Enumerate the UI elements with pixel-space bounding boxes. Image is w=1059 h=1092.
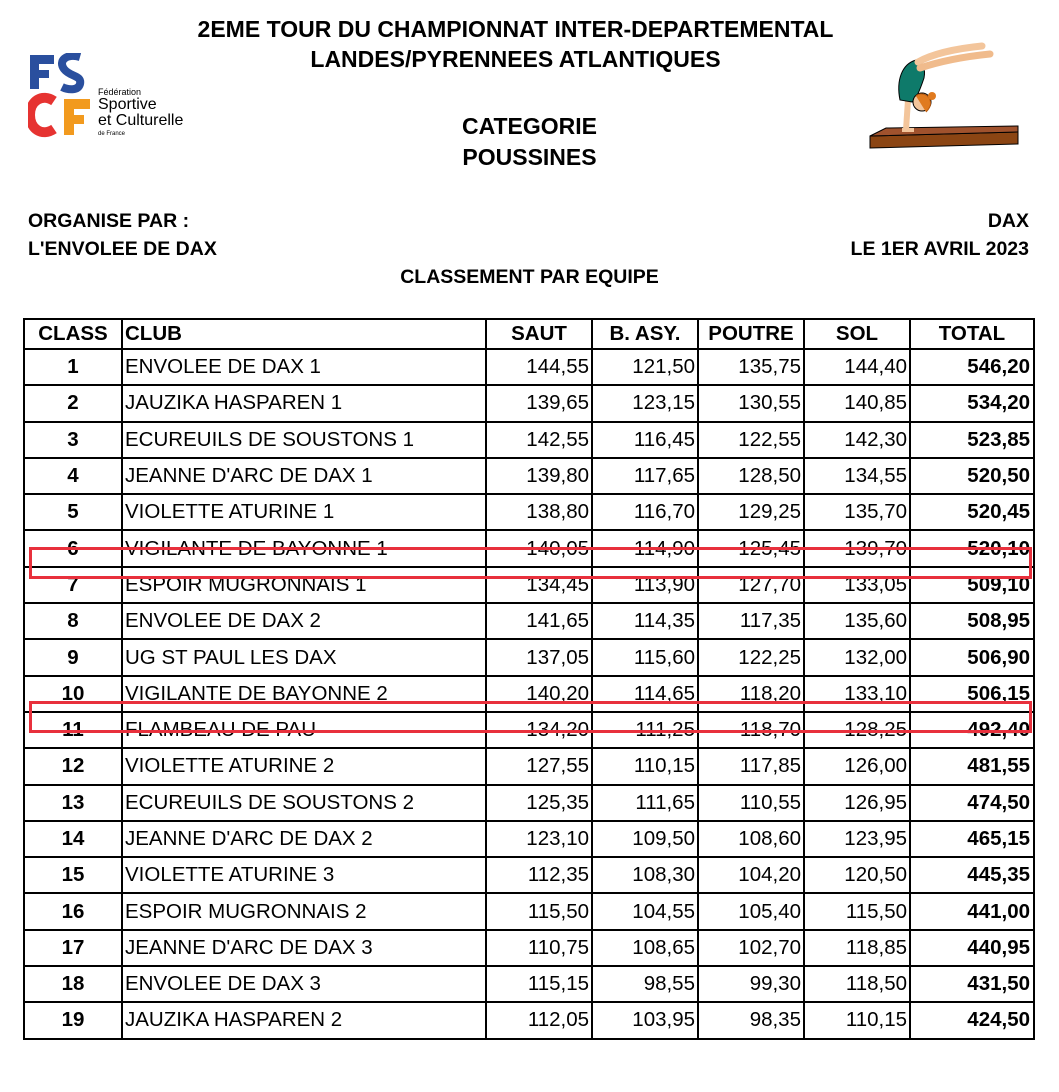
poutre-cell: 125,45: [698, 530, 804, 566]
poutre-cell: 117,85: [698, 748, 804, 784]
club-cell: ECUREUILS DE SOUSTONS 1: [122, 422, 486, 458]
sol-cell: 135,70: [804, 494, 910, 530]
gymnast-on-beam-illustration: [866, 40, 1022, 152]
basy-cell: 111,25: [592, 712, 698, 748]
saut-cell: 112,05: [486, 1002, 592, 1038]
basy-cell: 109,50: [592, 821, 698, 857]
club-cell: JAUZIKA HASPAREN 2: [122, 1002, 486, 1038]
header-basy: B. ASY.: [592, 319, 698, 349]
header-saut: SAUT: [486, 319, 592, 349]
saut-cell: 110,75: [486, 930, 592, 966]
total-cell: 481,55: [910, 748, 1034, 784]
title-line-2: LANDES/PYRENNEES ATLANTIQUES: [310, 46, 721, 72]
table-row: [24, 821, 1034, 857]
club-cell: VIGILANTE DE BAYONNE 1: [122, 530, 486, 566]
club-cell: VIOLETTE ATURINE 3: [122, 857, 486, 893]
basy-cell: 103,95: [592, 1002, 698, 1038]
basy-cell: 104,55: [592, 893, 698, 929]
table-row: [24, 857, 1034, 893]
rank-cell: 5: [24, 494, 122, 530]
saut-cell: 125,35: [486, 785, 592, 821]
sol-cell: 133,10: [804, 676, 910, 712]
table-row: [24, 385, 1034, 421]
table-row: [24, 966, 1034, 1002]
basy-cell: 98,55: [592, 966, 698, 1002]
logo-text-2: Sportive: [98, 96, 157, 113]
saut-cell: 134,45: [486, 567, 592, 603]
saut-cell: 127,55: [486, 748, 592, 784]
rank-cell: 8: [24, 603, 122, 639]
sol-cell: 139,70: [804, 530, 910, 566]
rank-cell: 16: [24, 893, 122, 929]
header-total: TOTAL: [910, 319, 1034, 349]
sol-cell: 144,40: [804, 349, 910, 385]
basy-cell: 114,35: [592, 603, 698, 639]
header-club: CLUB: [122, 319, 486, 349]
basy-cell: 117,65: [592, 458, 698, 494]
basy-cell: 113,90: [592, 567, 698, 603]
saut-cell: 112,35: [486, 857, 592, 893]
total-cell: 520,10: [910, 530, 1034, 566]
sol-cell: 140,85: [804, 385, 910, 421]
club-cell: ENVOLEE DE DAX 2: [122, 603, 486, 639]
rank-cell: 17: [24, 930, 122, 966]
table-row: [24, 530, 1034, 566]
rank-cell: 19: [24, 1002, 122, 1038]
poutre-cell: 99,30: [698, 966, 804, 1002]
table-row: [24, 639, 1034, 675]
saut-cell: 140,20: [486, 676, 592, 712]
saut-cell: 139,80: [486, 458, 592, 494]
table-row: [24, 567, 1034, 603]
total-cell: 440,95: [910, 930, 1034, 966]
rank-cell: 3: [24, 422, 122, 458]
event-date: LE 1ER AVRIL 2023: [850, 238, 1029, 260]
table-row: [24, 494, 1034, 530]
saut-cell: 141,65: [486, 603, 592, 639]
club-cell: VIOLETTE ATURINE 2: [122, 748, 486, 784]
logo-text-1: Fédération: [98, 87, 142, 97]
poutre-cell: 104,20: [698, 857, 804, 893]
total-cell: 506,15: [910, 676, 1034, 712]
club-cell: FLAMBEAU DE PAU: [122, 712, 486, 748]
table-row: [24, 893, 1034, 929]
table-row: [24, 1002, 1034, 1038]
total-cell: 465,15: [910, 821, 1034, 857]
club-cell: ESPOIR MUGRONNAIS 2: [122, 893, 486, 929]
sol-cell: 142,30: [804, 422, 910, 458]
sol-cell: 126,00: [804, 748, 910, 784]
basy-cell: 110,15: [592, 748, 698, 784]
club-cell: JEANNE D'ARC DE DAX 1: [122, 458, 486, 494]
title-line-1: 2EME TOUR DU CHAMPIONNAT INTER-DEPARTEMENTAL: [197, 16, 834, 42]
sol-cell: 132,00: [804, 639, 910, 675]
saut-cell: 115,15: [486, 966, 592, 1002]
table-header-row: [24, 319, 1034, 349]
sol-cell: 115,50: [804, 893, 910, 929]
table-row: [24, 748, 1034, 784]
club-cell: JAUZIKA HASPAREN 1: [122, 385, 486, 421]
sol-cell: 123,95: [804, 821, 910, 857]
total-cell: 506,90: [910, 639, 1034, 675]
poutre-cell: 127,70: [698, 567, 804, 603]
basy-cell: 111,65: [592, 785, 698, 821]
total-cell: 523,85: [910, 422, 1034, 458]
poutre-cell: 118,70: [698, 712, 804, 748]
rank-cell: 18: [24, 966, 122, 1002]
poutre-cell: 118,20: [698, 676, 804, 712]
rank-cell: 4: [24, 458, 122, 494]
sol-cell: 133,05: [804, 567, 910, 603]
club-cell: VIOLETTE ATURINE 1: [122, 494, 486, 530]
basy-cell: 121,50: [592, 349, 698, 385]
poutre-cell: 129,25: [698, 494, 804, 530]
saut-cell: 115,50: [486, 893, 592, 929]
rank-cell: 2: [24, 385, 122, 421]
saut-cell: 144,55: [486, 349, 592, 385]
total-cell: 445,35: [910, 857, 1034, 893]
table-row: [24, 349, 1034, 385]
basy-cell: 123,15: [592, 385, 698, 421]
header-poutre: POUTRE: [698, 319, 804, 349]
rank-cell: 6: [24, 530, 122, 566]
organizer-block: [28, 207, 217, 263]
basy-cell: 108,30: [592, 857, 698, 893]
rank-cell: 7: [24, 567, 122, 603]
club-cell: JEANNE D'ARC DE DAX 3: [122, 930, 486, 966]
basy-cell: 108,65: [592, 930, 698, 966]
total-cell: 546,20: [910, 349, 1034, 385]
total-cell: 424,50: [910, 1002, 1034, 1038]
poutre-cell: 108,60: [698, 821, 804, 857]
rank-cell: 14: [24, 821, 122, 857]
location-date-block: [851, 207, 1029, 263]
total-cell: 508,95: [910, 603, 1034, 639]
club-cell: ENVOLEE DE DAX 3: [122, 966, 486, 1002]
total-cell: 474,50: [910, 785, 1034, 821]
poutre-cell: 105,40: [698, 893, 804, 929]
sol-cell: 118,50: [804, 966, 910, 1002]
rank-cell: 9: [24, 639, 122, 675]
poutre-cell: 122,25: [698, 639, 804, 675]
total-cell: 509,10: [910, 567, 1034, 603]
team-ranking-table: [23, 318, 1035, 1040]
sol-cell: 110,15: [804, 1002, 910, 1038]
logo-text-4: de France: [98, 131, 126, 137]
saut-cell: 140,05: [486, 530, 592, 566]
table-row: [24, 676, 1034, 712]
table-row: [24, 785, 1034, 821]
organizer-label: ORGANISE PAR :: [28, 210, 190, 232]
logo-text-3: et Culturelle: [98, 112, 184, 129]
sol-cell: 135,60: [804, 603, 910, 639]
saut-cell: 123,10: [486, 821, 592, 857]
basy-cell: 115,60: [592, 639, 698, 675]
poutre-cell: 130,55: [698, 385, 804, 421]
table-row: [24, 712, 1034, 748]
event-city: DAX: [987, 210, 1029, 232]
rank-cell: 15: [24, 857, 122, 893]
club-cell: ECUREUILS DE SOUSTONS 2: [122, 785, 486, 821]
saut-cell: 142,55: [486, 422, 592, 458]
club-cell: VIGILANTE DE BAYONNE 2: [122, 676, 486, 712]
total-cell: 492,40: [910, 712, 1034, 748]
club-cell: ENVOLEE DE DAX 1: [122, 349, 486, 385]
poutre-cell: 102,70: [698, 930, 804, 966]
sol-cell: 126,95: [804, 785, 910, 821]
ranking-title: CLASSEMENT PAR EQUIPE: [400, 266, 659, 288]
basy-cell: 116,45: [592, 422, 698, 458]
basy-cell: 116,70: [592, 494, 698, 530]
poutre-cell: 122,55: [698, 422, 804, 458]
sol-cell: 120,50: [804, 857, 910, 893]
rank-cell: 13: [24, 785, 122, 821]
total-cell: 534,20: [910, 385, 1034, 421]
club-cell: JEANNE D'ARC DE DAX 2: [122, 821, 486, 857]
category-value: POUSSINES: [462, 144, 597, 170]
organizer-club: L'ENVOLEE DE DAX: [28, 238, 217, 260]
rank-cell: 1: [24, 349, 122, 385]
poutre-cell: 110,55: [698, 785, 804, 821]
table-row: [24, 458, 1034, 494]
basy-cell: 114,90: [592, 530, 698, 566]
poutre-cell: 135,75: [698, 349, 804, 385]
rank-cell: 10: [24, 676, 122, 712]
saut-cell: 137,05: [486, 639, 592, 675]
sol-cell: 118,85: [804, 930, 910, 966]
table-row: [24, 422, 1034, 458]
poutre-cell: 128,50: [698, 458, 804, 494]
total-cell: 520,50: [910, 458, 1034, 494]
saut-cell: 134,20: [486, 712, 592, 748]
sol-cell: 128,25: [804, 712, 910, 748]
club-cell: ESPOIR MUGRONNAIS 1: [122, 567, 486, 603]
table-row: [24, 930, 1034, 966]
total-cell: 520,45: [910, 494, 1034, 530]
poutre-cell: 98,35: [698, 1002, 804, 1038]
basy-cell: 114,65: [592, 676, 698, 712]
total-cell: 431,50: [910, 966, 1034, 1002]
saut-cell: 138,80: [486, 494, 592, 530]
rank-cell: 11: [24, 712, 122, 748]
club-cell: UG ST PAUL LES DAX: [122, 639, 486, 675]
header-class: CLASS: [24, 319, 122, 349]
poutre-cell: 117,35: [698, 603, 804, 639]
header-sol: SOL: [804, 319, 910, 349]
sol-cell: 134,55: [804, 458, 910, 494]
table-row: [24, 603, 1034, 639]
rank-cell: 12: [24, 748, 122, 784]
total-cell: 441,00: [910, 893, 1034, 929]
saut-cell: 139,65: [486, 385, 592, 421]
category-label: CATEGORIE: [461, 113, 598, 139]
